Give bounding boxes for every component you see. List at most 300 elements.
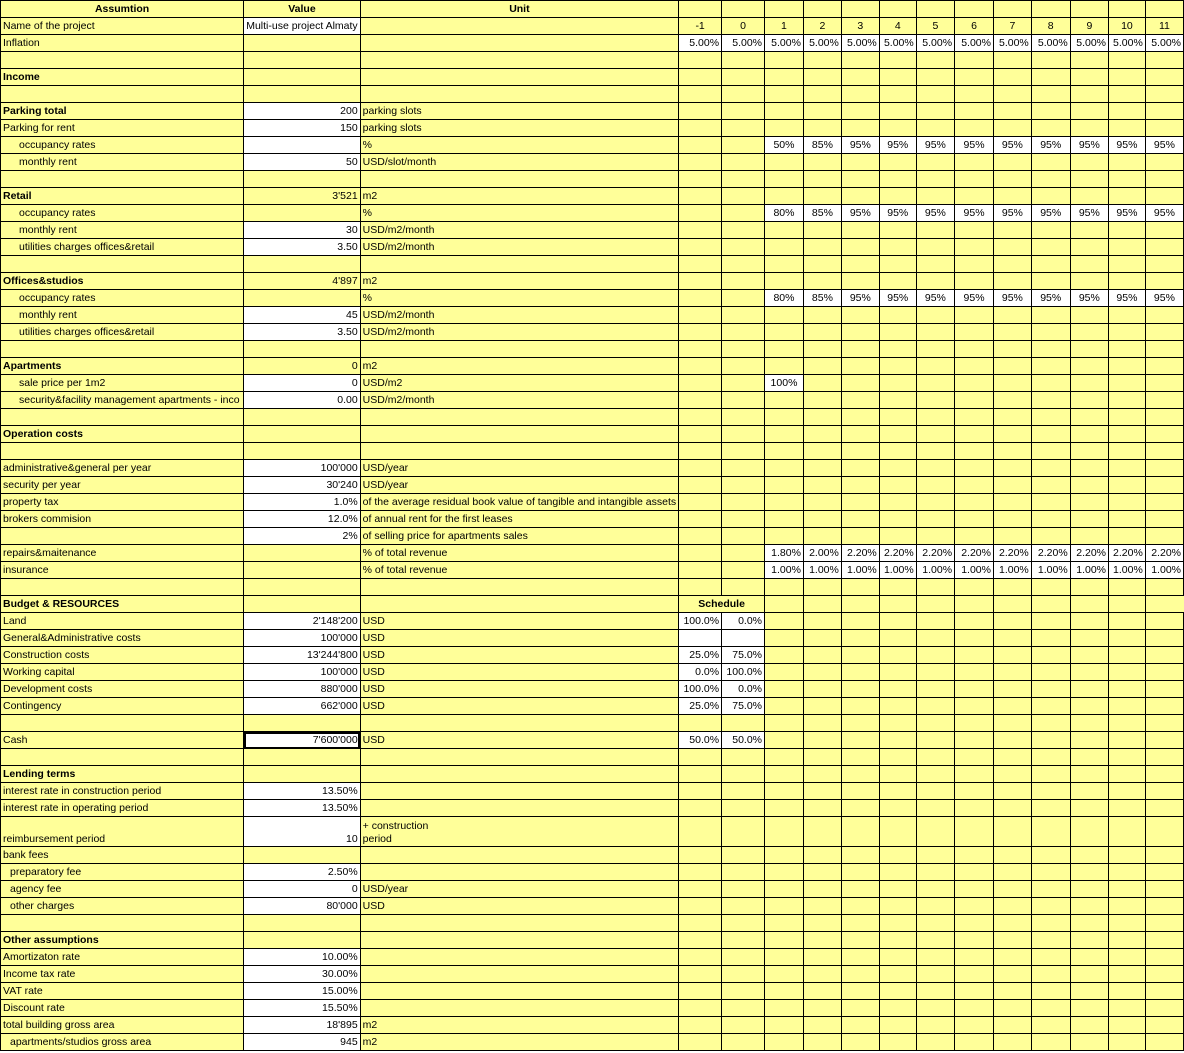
empty-cell [1031, 239, 1070, 256]
sheet-row [1, 681, 1184, 698]
repairs-cell[interactable]: 2.00% [803, 545, 841, 562]
empty-cell [722, 239, 765, 256]
inflation-cell[interactable]: 5.00% [765, 35, 804, 52]
empty-cell [1031, 596, 1070, 613]
offices-occupancy-cell[interactable]: 95% [1145, 290, 1183, 307]
cash-schedule-year-minus1[interactable]: 50.0% [679, 732, 722, 749]
empty-cell [879, 494, 916, 511]
empty-cell [722, 783, 765, 800]
empty-cell [244, 847, 360, 864]
offices-occupancy-cell[interactable]: 95% [993, 290, 1031, 307]
empty-cell [916, 256, 954, 273]
parking-monthly-value[interactable]: 50 [244, 154, 360, 171]
offices-area-value: 4'897 [244, 273, 360, 290]
insurance-cell[interactable]: 1.00% [1031, 562, 1070, 579]
empty-cell [679, 1017, 722, 1034]
other-assumption-value[interactable]: 10.00% [244, 949, 360, 966]
empty-cell [993, 154, 1031, 171]
inflation-cell[interactable]: 5.00% [841, 35, 879, 52]
offices-occupancy-cell[interactable]: 95% [879, 290, 916, 307]
empty-cell [916, 409, 954, 426]
empty-cell [803, 494, 841, 511]
budget-row-value[interactable]: 2'148'200 [244, 613, 360, 630]
empty-cell [1031, 766, 1070, 783]
inflation-cell[interactable]: 5.00% [916, 35, 954, 52]
insurance-cell[interactable]: 1.00% [916, 562, 954, 579]
empty-cell [993, 898, 1031, 915]
cash-label: Cash [1, 732, 244, 749]
offices-occupancy-label: occupancy rates [1, 290, 244, 307]
budget-row-label: Working capital [1, 664, 244, 681]
empty-cell [679, 341, 722, 358]
insurance-cell[interactable]: 1.00% [841, 562, 879, 579]
budget-row-value[interactable]: 880'000 [244, 681, 360, 698]
offices-monthly-label: monthly rent [1, 307, 244, 324]
repairs-cell[interactable]: 2.20% [841, 545, 879, 562]
empty-cell [1145, 681, 1183, 698]
repairs-cell[interactable]: 1.80% [765, 545, 804, 562]
sheet-row [1, 596, 1184, 613]
empty-cell [993, 847, 1031, 864]
retail-utilities-value[interactable]: 3.50 [244, 239, 360, 256]
empty-cell [722, 120, 765, 137]
empty-cell [955, 324, 994, 341]
empty-cell [765, 630, 804, 647]
insurance-cell[interactable]: 1.00% [955, 562, 994, 579]
repairs-cell[interactable]: 2.20% [1109, 545, 1146, 562]
empty-cell [916, 698, 954, 715]
sheet-row [1, 932, 1184, 949]
empty-cell [841, 915, 879, 932]
empty-cell [879, 1, 916, 18]
brokers-value[interactable]: 12.0% [244, 511, 360, 528]
empty-cell [841, 120, 879, 137]
empty-cell [1031, 477, 1070, 494]
insurance-cell[interactable]: 1.00% [803, 562, 841, 579]
empty-cell [1070, 358, 1108, 375]
brokers-unit: of annual rent for the first leases [360, 511, 678, 528]
empty-cell [1070, 630, 1108, 647]
empty-cell [1145, 817, 1183, 847]
empty-cell [1145, 477, 1183, 494]
sheet-row [1, 817, 1184, 847]
schedule-year-minus1-cell[interactable]: 25.0% [679, 647, 722, 664]
other-assumption-value[interactable]: 15.00% [244, 983, 360, 1000]
empty-cell [803, 1034, 841, 1051]
empty-cell [803, 715, 841, 732]
empty-cell [1031, 324, 1070, 341]
empty-cell [879, 426, 916, 443]
parking-occupancy-cell[interactable]: 95% [1145, 137, 1183, 154]
empty-cell [1145, 52, 1183, 69]
empty-cell [916, 239, 954, 256]
empty-cell [803, 528, 841, 545]
empty-cell [879, 715, 916, 732]
empty-cell [722, 460, 765, 477]
construction-interest-value[interactable]: 13.50% [244, 783, 360, 800]
agency-fee-value[interactable]: 0 [244, 881, 360, 898]
empty-cell [803, 375, 841, 392]
repairs-cell[interactable]: 2.20% [1031, 545, 1070, 562]
offices-occupancy-cell[interactable]: 85% [803, 290, 841, 307]
empty-cell [803, 698, 841, 715]
retail-occupancy-cell[interactable]: 95% [1145, 205, 1183, 222]
other-charges-value[interactable]: 80'000 [244, 898, 360, 915]
empty-cell [1109, 932, 1146, 949]
budget-row-value[interactable]: 100'000 [244, 630, 360, 647]
empty-cell [1, 341, 244, 358]
retail-occupancy-cell[interactable]: 80% [765, 205, 804, 222]
empty-cell [879, 847, 916, 864]
empty-cell [803, 847, 841, 864]
inflation-cell[interactable]: 5.00% [1031, 35, 1070, 52]
unit-header: Unit [360, 1, 678, 18]
empty-cell [679, 103, 722, 120]
schedule-year-0-cell[interactable]: 75.0% [722, 647, 765, 664]
parking-occupancy-cell[interactable]: 95% [1109, 137, 1146, 154]
offices-occupancy-cell[interactable]: 95% [955, 290, 994, 307]
empty-cell [765, 52, 804, 69]
budget-row-value[interactable]: 13'244'800 [244, 647, 360, 664]
insurance-cell[interactable]: 1.00% [879, 562, 916, 579]
empty-cell [916, 749, 954, 766]
empty-cell [993, 766, 1031, 783]
insurance-cell[interactable]: 1.00% [1109, 562, 1146, 579]
repairs-cell[interactable]: 2.20% [1070, 545, 1108, 562]
offices-occupancy-cell[interactable]: 95% [1109, 290, 1146, 307]
preparatory-fee-value[interactable]: 2.50% [244, 864, 360, 881]
empty-cell [916, 52, 954, 69]
parking-rent-value[interactable]: 150 [244, 120, 360, 137]
empty-cell [1031, 915, 1070, 932]
empty-cell [1109, 732, 1146, 749]
insurance-cell[interactable]: 1.00% [1070, 562, 1108, 579]
schedule-year-minus1-cell[interactable] [679, 630, 722, 647]
budget-row-value[interactable]: 662'000 [244, 698, 360, 715]
empty-cell [765, 154, 804, 171]
empty-cell [244, 766, 360, 783]
empty-cell [803, 188, 841, 205]
empty-cell [1145, 392, 1183, 409]
sheet-row [1, 1017, 1184, 1034]
cash-schedule-year-0[interactable]: 50.0% [722, 732, 765, 749]
parking-occupancy-cell[interactable]: 95% [916, 137, 954, 154]
retail-occupancy-cell[interactable]: 95% [916, 205, 954, 222]
empty-cell [879, 307, 916, 324]
empty-cell [993, 188, 1031, 205]
empty-cell [722, 154, 765, 171]
empty-cell [1031, 494, 1070, 511]
budget-row-value[interactable]: 100'000 [244, 664, 360, 681]
empty-cell [916, 579, 954, 596]
empty-cell [803, 783, 841, 800]
parking-occupancy-cell[interactable]: 95% [1070, 137, 1108, 154]
schedule-year-minus1-cell[interactable]: 100.0% [679, 613, 722, 630]
empty-cell [679, 898, 722, 915]
empty-cell [360, 86, 678, 103]
repairs-cell[interactable]: 2.20% [916, 545, 954, 562]
empty-cell [1145, 494, 1183, 511]
retail-occupancy-cell[interactable]: 95% [841, 205, 879, 222]
schedule-year-0-cell[interactable]: 0.0% [722, 613, 765, 630]
admin-cost-value[interactable]: 100'000 [244, 460, 360, 477]
empty-cell [1031, 409, 1070, 426]
other-charges-unit: USD [360, 898, 678, 915]
property-tax-value[interactable]: 1.0% [244, 494, 360, 511]
parking-occupancy-cell[interactable]: 85% [803, 137, 841, 154]
repairs-cell[interactable]: 2.20% [879, 545, 916, 562]
other-assumptions-title: Other assumptions [1, 932, 244, 949]
retail-occupancy-cell[interactable]: 95% [1031, 205, 1070, 222]
retail-occupancy-cell[interactable]: 85% [803, 205, 841, 222]
retail-monthly-value[interactable]: 30 [244, 222, 360, 239]
empty-cell [955, 949, 994, 966]
parking-occupancy-cell [679, 137, 722, 154]
empty-cell [679, 715, 722, 732]
brokers-apartments-value[interactable]: 2% [244, 528, 360, 545]
operating-interest-value[interactable]: 13.50% [244, 800, 360, 817]
inflation-cell[interactable]: 5.00% [879, 35, 916, 52]
empty-cell [916, 732, 954, 749]
empty-cell [803, 460, 841, 477]
empty-cell [803, 647, 841, 664]
empty-cell [765, 864, 804, 881]
construction-interest-label: interest rate in construction period [1, 783, 244, 800]
empty-cell [765, 477, 804, 494]
other-assumption-value[interactable]: 18'895 [244, 1017, 360, 1034]
offices-occupancy-cell[interactable]: 95% [1031, 290, 1070, 307]
sheet-row [1, 120, 1184, 137]
empty-cell [1145, 949, 1183, 966]
empty-cell [955, 256, 994, 273]
empty-cell [1109, 579, 1146, 596]
inflation-cell[interactable]: 5.00% [993, 35, 1031, 52]
empty-cell [955, 307, 994, 324]
inflation-cell[interactable]: 5.00% [955, 35, 994, 52]
project-name-cell[interactable]: Multi-use project Almaty [244, 18, 360, 35]
sheet-row [1, 715, 1184, 732]
empty-cell [1031, 256, 1070, 273]
offices-monthly-value[interactable]: 45 [244, 307, 360, 324]
parking-occupancy-cell[interactable]: 50% [765, 137, 804, 154]
apartments-sale-schedule-cell[interactable]: 100% [765, 375, 804, 392]
empty-cell [879, 341, 916, 358]
empty-cell [765, 171, 804, 188]
inflation-cell[interactable]: 5.00% [1145, 35, 1183, 52]
inflation-cell[interactable]: 5.00% [679, 35, 722, 52]
empty-cell [993, 392, 1031, 409]
offices-occupancy-cell[interactable]: 95% [841, 290, 879, 307]
empty-cell [679, 375, 722, 392]
empty-cell [244, 715, 360, 732]
empty-cell [1109, 443, 1146, 460]
repairs-cell[interactable]: 2.20% [1145, 545, 1183, 562]
empty-cell [1070, 477, 1108, 494]
empty-cell [1031, 511, 1070, 528]
empty-cell [955, 932, 994, 949]
retail-occupancy-cell[interactable]: 95% [993, 205, 1031, 222]
empty-cell [765, 358, 804, 375]
schedule-year-minus1-cell[interactable]: 25.0% [679, 698, 722, 715]
empty-cell [993, 749, 1031, 766]
empty-cell [1145, 1034, 1183, 1051]
parking-total-value[interactable]: 200 [244, 103, 360, 120]
empty-cell [955, 477, 994, 494]
empty-cell [765, 426, 804, 443]
empty-cell [879, 256, 916, 273]
empty-cell [803, 983, 841, 1000]
empty-cell [360, 596, 678, 613]
admin-cost-label: administrative&general per year [1, 460, 244, 477]
empty-cell [841, 630, 879, 647]
sheet-row [1, 766, 1184, 783]
sheet-row [1, 409, 1184, 426]
parking-occupancy-cell[interactable]: 95% [1031, 137, 1070, 154]
parking-occupancy-cell[interactable]: 95% [955, 137, 994, 154]
repairs-cell[interactable]: 2.20% [993, 545, 1031, 562]
empty-cell [841, 426, 879, 443]
empty-cell [916, 898, 954, 915]
parking-occupancy-cell[interactable]: 95% [993, 137, 1031, 154]
empty-cell [244, 35, 360, 52]
inflation-cell[interactable]: 5.00% [803, 35, 841, 52]
empty-cell [722, 881, 765, 898]
insurance-cell[interactable]: 1.00% [765, 562, 804, 579]
empty-cell [803, 392, 841, 409]
empty-cell [955, 1034, 994, 1051]
schedule-year-minus1-cell[interactable]: 0.0% [679, 664, 722, 681]
empty-cell [993, 256, 1031, 273]
empty-cell [841, 239, 879, 256]
empty-cell [765, 120, 804, 137]
sheet-row [1, 664, 1184, 681]
empty-cell [1145, 375, 1183, 392]
schedule-year-0-cell[interactable]: 100.0% [722, 664, 765, 681]
sheet-row [1, 205, 1184, 222]
empty-cell [1031, 307, 1070, 324]
empty-cell [1145, 443, 1183, 460]
empty-cell [1070, 749, 1108, 766]
empty-cell [1145, 511, 1183, 528]
empty-cell [803, 409, 841, 426]
sheet-row [1, 375, 1184, 392]
retail-occupancy-cell[interactable]: 95% [1070, 205, 1108, 222]
empty-cell [1145, 409, 1183, 426]
empty-cell [722, 1, 765, 18]
empty-cell [841, 1, 879, 18]
empty-cell [360, 426, 678, 443]
empty-cell [955, 749, 994, 766]
inflation-cell[interactable]: 5.00% [722, 35, 765, 52]
year-header: 0 [722, 18, 765, 35]
empty-cell [244, 290, 360, 307]
empty-cell [1070, 171, 1108, 188]
empty-cell [722, 103, 765, 120]
schedule-year-0-cell[interactable] [722, 630, 765, 647]
offices-utilities-value[interactable]: 3.50 [244, 324, 360, 341]
empty-cell [1109, 681, 1146, 698]
offices-occupancy-cell[interactable]: 95% [916, 290, 954, 307]
insurance-cell[interactable]: 1.00% [993, 562, 1031, 579]
other-assumption-value[interactable]: 30.00% [244, 966, 360, 983]
empty-cell [993, 932, 1031, 949]
empty-cell [722, 511, 765, 528]
inflation-cell[interactable]: 5.00% [1070, 35, 1108, 52]
budget-row-label: Construction costs [1, 647, 244, 664]
offices-occupancy-cell[interactable]: 80% [765, 290, 804, 307]
schedule-year-minus1-cell[interactable]: 100.0% [679, 681, 722, 698]
apartments-security-value[interactable]: 0.00 [244, 392, 360, 409]
empty-cell [955, 1, 994, 18]
inflation-cell[interactable]: 5.00% [1109, 35, 1146, 52]
empty-cell [955, 647, 994, 664]
other-assumption-value[interactable]: 15.50% [244, 1000, 360, 1017]
offices-occupancy-cell[interactable]: 95% [1070, 290, 1108, 307]
empty-cell [803, 664, 841, 681]
empty-cell [765, 1034, 804, 1051]
empty-cell [1070, 120, 1108, 137]
other-assumption-label: total building gross area [1, 1017, 244, 1034]
empty-cell [1145, 983, 1183, 1000]
other-assumption-unit [360, 966, 678, 983]
parking-occupancy-cell[interactable]: 95% [879, 137, 916, 154]
empty-cell [1109, 1034, 1146, 1051]
empty-cell [1, 256, 244, 273]
empty-cell [803, 222, 841, 239]
empty-cell [765, 783, 804, 800]
empty-cell [993, 1017, 1031, 1034]
empty-cell [841, 864, 879, 881]
empty-cell [244, 749, 360, 766]
empty-cell [765, 443, 804, 460]
empty-cell [841, 273, 879, 290]
empty-cell [841, 1034, 879, 1051]
insurance-cell[interactable]: 1.00% [1145, 562, 1183, 579]
offices-occupancy-cell [679, 290, 722, 307]
retail-occupancy-cell[interactable]: 95% [955, 205, 994, 222]
empty-cell [955, 681, 994, 698]
other-assumption-value[interactable]: 945 [244, 1034, 360, 1051]
schedule-year-0-cell[interactable]: 75.0% [722, 698, 765, 715]
cash-value-selected-cell[interactable]: 7'600'000 [244, 732, 360, 749]
retail-occupancy-cell[interactable]: 95% [879, 205, 916, 222]
other-assumption-unit: m2 [360, 1034, 678, 1051]
empty-cell [993, 817, 1031, 847]
empty-cell [803, 915, 841, 932]
retail-occupancy-cell[interactable]: 95% [1109, 205, 1146, 222]
project-label: Name of the project [1, 18, 244, 35]
empty-cell [841, 596, 879, 613]
empty-cell [916, 966, 954, 983]
empty-cell [360, 443, 678, 460]
parking-occupancy-cell[interactable]: 95% [841, 137, 879, 154]
empty-cell [765, 932, 804, 949]
empty-cell [955, 966, 994, 983]
repairs-cell[interactable]: 2.20% [955, 545, 994, 562]
empty-cell [1145, 239, 1183, 256]
empty-cell [916, 847, 954, 864]
security-cost-value[interactable]: 30'240 [244, 477, 360, 494]
empty-cell [765, 749, 804, 766]
empty-cell [722, 983, 765, 1000]
apartments-sale-value[interactable]: 0 [244, 375, 360, 392]
empty-cell [1070, 375, 1108, 392]
schedule-year-0-cell[interactable]: 0.0% [722, 681, 765, 698]
reimbursement-value[interactable]: 10 [244, 817, 360, 847]
empty-cell [1145, 647, 1183, 664]
empty-cell [1070, 847, 1108, 864]
empty-cell [803, 154, 841, 171]
